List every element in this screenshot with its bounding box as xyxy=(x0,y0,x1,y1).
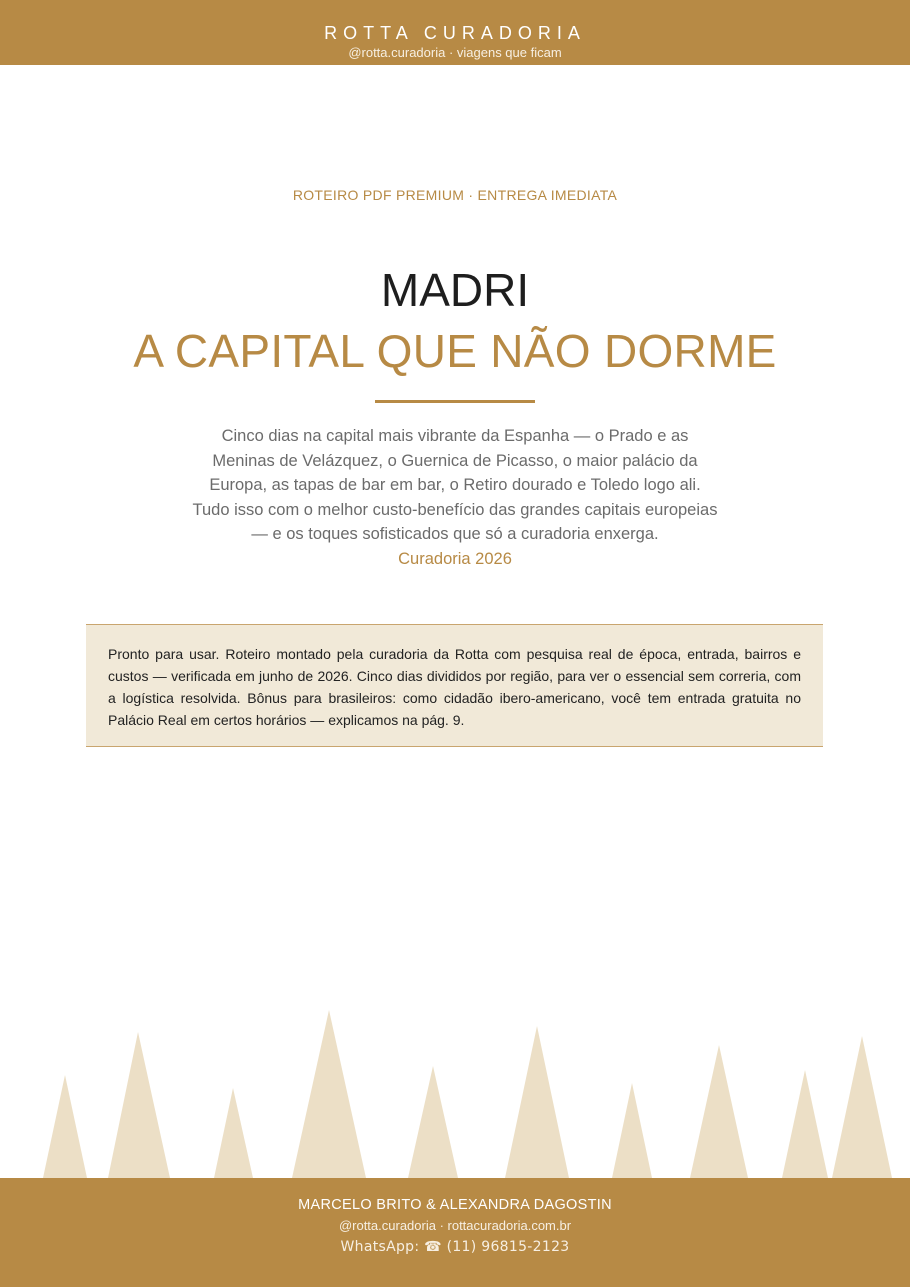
eyebrow-label: ROTEIRO PDF PREMIUM · ENTREGA IMEDIATA xyxy=(292,187,618,203)
intro-text: Cinco dias na capital mais vibrante da Espanha — o Prado e as Meninas de Velázquez, o Guernica de Picasso, o maior palácio da Europa, as tapas de bar em bar, o Retiro dourado e Toledo logo ali. Tudo isso com o melhor custo-benefício das grandes capitais europeias — e os toques sofisticados que só a curadoria enxerga. xyxy=(192,427,718,543)
tree-shape xyxy=(43,1075,87,1178)
brand-handle: @rotta.curadoria · viagens que ficam xyxy=(348,45,562,60)
whatsapp-contact: WhatsApp: ☎ (11) 96815-2123 xyxy=(340,1239,570,1255)
curation-year: Curadoria 2026 xyxy=(398,549,512,568)
intro-paragraph xyxy=(190,424,720,571)
tree-shape xyxy=(108,1032,170,1178)
header-bar xyxy=(0,0,910,65)
page-subtitle: A CAPITAL QUE NÃO DORME xyxy=(133,325,777,377)
tree-shape xyxy=(782,1070,828,1178)
tree-shape xyxy=(292,1010,366,1178)
tree-shape xyxy=(214,1088,253,1178)
tree-shape xyxy=(612,1083,652,1178)
tree-shape xyxy=(832,1036,892,1178)
tree-shape xyxy=(505,1026,569,1178)
ready-to-use-note: Pronto para usar. Roteiro montado pela curadoria da Rotta com pesquisa real de época, entrada, bairros e custos — verificada em junho de 2026. Cinco dias divididos por região, para ver o essencial sem correria, com a logística resolvida. Bônus para brasileiros: como cidadão ibero-americano, você tem entrada gratuita no Palácio Real em certos horários — explicamos na pág. 9. xyxy=(86,624,823,747)
tree-shape xyxy=(408,1066,458,1178)
tree-shape xyxy=(690,1045,748,1178)
authors: MARCELO BRITO & ALEXANDRA DAGOSTIN xyxy=(298,1197,612,1213)
decorative-trees xyxy=(0,1000,910,1180)
brand-name: ROTTA CURADORIA xyxy=(324,23,586,43)
page-title: MADRI xyxy=(380,264,530,316)
footer-bar xyxy=(0,1178,910,1287)
footer-links: @rotta.curadoria · rottacuradoria.com.br xyxy=(338,1218,572,1233)
title-divider xyxy=(375,400,535,403)
